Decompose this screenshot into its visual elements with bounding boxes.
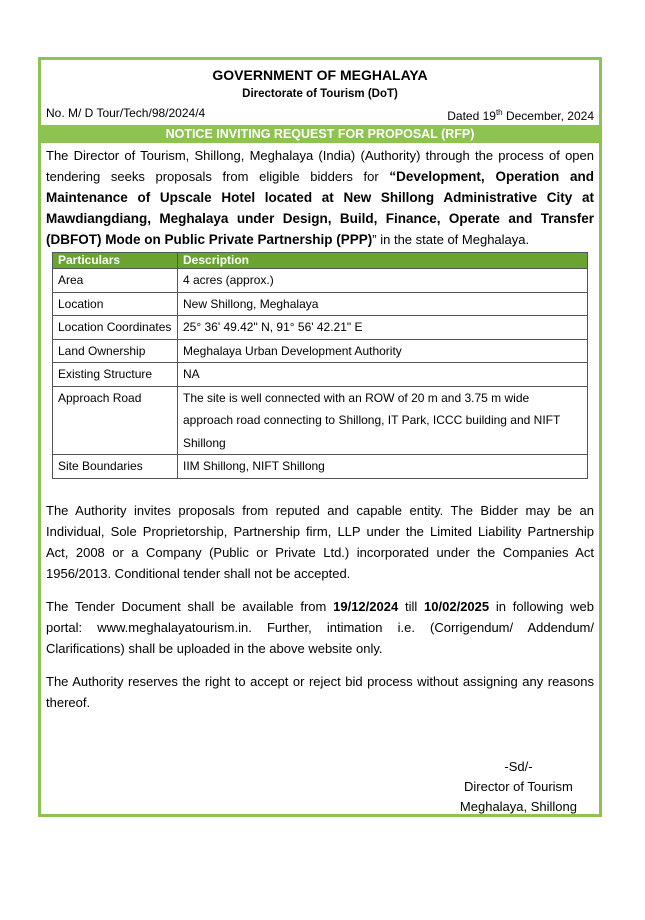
eligibility-paragraph: The Authority invites proposals from reputed and capable entity. The Bidder may be an Individual, Sole Proprietorship, Partnership firm, LLP under the Limited Liability Partnership Act, 2008 or a Company (Public or Private Ltd.) incorporated under the Companies Act 1956/2013. Conditional tender shall not be accepted. [46, 502, 594, 581]
government-title: GOVERNMENT OF MEGHALAYA [212, 67, 428, 83]
particular-cell: Approach Road [53, 386, 178, 455]
header-description: Description [178, 253, 588, 269]
table-row [53, 339, 588, 363]
start-date: 19/12/2024 [333, 598, 399, 614]
particular-cell: Land Ownership [53, 339, 178, 363]
reference-number: No. M/ D Tour/Tech/98/2024/4 [46, 106, 206, 120]
notice-frame [38, 57, 602, 817]
table-row [53, 316, 588, 340]
particular-cell: Location Coordinates [53, 316, 178, 340]
particular-cell: Area [53, 269, 178, 293]
description-cell: The site is well connected with an ROW of 20 m and 3.75 m wide approach road connecting to Shillong, IT Park, ICCC building and NIFT Shillong [178, 386, 588, 455]
signature-sd: -Sd/- [504, 759, 533, 774]
description-cell: NA [178, 363, 588, 387]
table-row [53, 292, 588, 316]
availability-paragraph: The Tender Document shall be available from 19/12/2024 till 10/02/2025 in following web portal: www.meghalayatourism.in. Further, intimation i.e. (Corrigendum/ Addendum/ Clarifications) shall be uploaded in the above website only. [46, 598, 595, 656]
particular-cell: Existing Structure [53, 363, 178, 387]
reservation-paragraph: The Authority reserves the right to accept or reject bid process without assigning any reasons thereof. [46, 673, 594, 710]
intro-paragraph: The Director of Tourism, Shillong, Meghalaya (India) (Authority) through the process of open tendering seeks proposals from eligible bidders for “Development, Operation and Maintenance of Upscale Hotel located at New Shillong Administrative City at Mawdiangdiang, Meghalaya under Design, Build, Finance, Operate and Transfer (DBFOT) Mode on Public Private Partnership (PPP)” in the state of Meghalaya. [46, 148, 594, 247]
description-cell: 25° 36' 49.42" N, 91° 56' 42.21" E [178, 316, 588, 340]
signature-block [460, 757, 577, 817]
notice-banner: NOTICE INVITING REQUEST FOR PROPOSAL (RFP) [41, 125, 599, 143]
table-row [53, 455, 588, 479]
particulars-table [52, 252, 588, 479]
reference-line [46, 105, 594, 124]
notice-content [46, 64, 594, 713]
directorate-subtitle: Directorate of Tourism (DoT) [242, 88, 398, 100]
table-header-row [53, 253, 588, 269]
project-name: “Development, Operation and Maintenance of Upscale Hotel located at New Shillong Administrative City at Mawdiangdiang, Meghalaya under Design, Build, Finance, Operate and Transfer (DBFOT) Mode on Public Private Partnership (PPP) [46, 169, 594, 247]
table-row [53, 363, 588, 387]
table-row [53, 269, 588, 293]
signature-designation: Director of Tourism [464, 779, 573, 794]
description-cell: 4 acres (approx.) [178, 269, 588, 293]
signature-place: Meghalaya, Shillong [459, 799, 577, 814]
particular-cell: Site Boundaries [53, 455, 178, 479]
table-row [53, 386, 588, 455]
notice-date: Dated 19th December, 2024 [447, 108, 594, 123]
description-cell: Meghalaya Urban Development Authority [178, 339, 588, 363]
end-date: 10/02/2025 [424, 598, 490, 614]
header-particulars: Particulars [53, 253, 178, 269]
particular-cell: Location [53, 292, 178, 316]
description-cell: New Shillong, Meghalaya [178, 292, 588, 316]
description-cell: IIM Shillong, NIFT Shillong [178, 455, 588, 479]
